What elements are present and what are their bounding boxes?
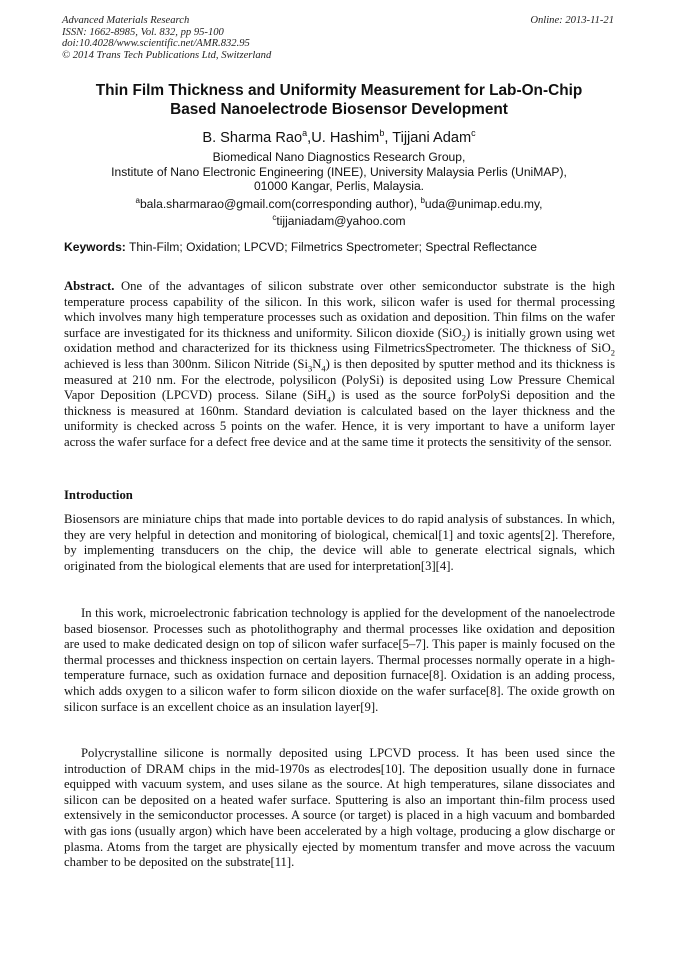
email-line: $^c$tijjaniadam@yahoo.com <box>272 213 406 229</box>
paper-title <box>60 82 618 119</box>
keywords-label: Keywords: <box>64 240 126 254</box>
keywords-text: Thin-Film; Oxidation; LPCVD; Filmetrics Spectrometer; Spectral Reflectance <box>125 240 537 254</box>
author-name: B. Sharma Rao <box>202 129 303 146</box>
title-line-2: Based Nanoelectrode Biosensor Development <box>170 100 508 118</box>
intro-paragraph-3: Polycrystalline silicone is normally deposited using LPCVD process. It has been used since the introduction of DRAM chips in the mid-1970s as electrodes[10]. The deposition usually done in furnace equipped with vacuum system, and uses silane as the source. At high temperatures, silane dissociates and silicon can be deposited on a heated wafer surface. Sputtering is also an important thin-film process used extensively in the semiconductor processes. A source (or target) is placed in a high vacuum and bombarded with gas ions (usually argon) which have been accelerated by a high voltage, producing a glow discharge or plasma. Atoms from the target are physically ejected by momentum transfer and move across the vacuum chamber to be deposited on the substrate[11]. <box>64 746 615 870</box>
affiliation-block <box>60 150 618 229</box>
affiliation-line: Biomedical Nano Diagnostics Research Group, <box>212 150 466 164</box>
abstract: Abstract. One of the advantages of silicon substrate over other semiconductor substrate is the high temperature process capability of the silicon. In this work, silicon wafer is used for thermal processing which involves many high temperature processes such as oxidation and deposition. Thin films on the wafer surface are investigated for its thickness and uniformity. Silicon dioxide (SiO$_2$) is initially grown using wet oxidation method and characterized for its thickness using FilmetricsSpectrometer. The thickness of SiO$_2$ achieved is less than 300nm. Silicon Nitride $(Si_3N_4)$ is then deposited by sputter method and its thickness is measured at 210 nm. For the electrode, polysilicon (PolySi) is deposited using Low Pressure Chemical Vapor Deposition (LPCVD) process. Silane (SiH$_4$) is used as the source forPolySi deposition and the thickness is measured at 160nm. Standard deviation is calculated based on the layer thickness and the uniformity is checked across 5 points on the wafer. Hence, it is very important to have a uniform layer across the wafer surface for a defect free device and at the same time it protects the sensitivity of the sensor. <box>64 279 616 449</box>
author-affil-mark: b <box>379 128 385 138</box>
email-link[interactable]: bala.sharmarao@gmail.com(corresponding author), <box>139 196 421 211</box>
journal-name: Advanced Materials Research <box>62 15 190 26</box>
intro-paragraph-2: In this work, microelectronic fabrication technology is applied for the development of the nanoelectrode based biosensor. Processes such as photolithography and thermal processes like oxidation and deposition are used to make dedicated design on top of silicon wafer surface[5–7]. This paper is mainly focused on the thermal processes and thickness inspection on certain layers. Thermal processes normally operate in a high-temperature furnace, such as oxidation furnace and deposition furnace[8]. Oxidation is an adding process, which adds oxygen to a silicon wafer to form silicon dioxide on the wafer surface[8]. The oxide growth on silicon surface is an excellent choice as an insulation layer[9]. <box>64 606 615 714</box>
author-name: U. Hashim <box>311 129 380 146</box>
online-date: Online: 2013-11-21 <box>530 15 614 26</box>
doi-line: doi:10.4028/www.scientific.net/AMR.832.95 <box>62 38 250 49</box>
author-affil-mark: c <box>471 128 476 138</box>
email-link[interactable]: uda@unimap.edu.my, <box>424 196 543 211</box>
author-name: Tijjani Adam <box>392 129 472 146</box>
email-link[interactable]: tijjaniadam@yahoo.com <box>276 214 406 229</box>
issn-line: ISSN: 1662-8985, Vol. 832, pp 95-100 <box>62 26 224 38</box>
abstract-label: Abstract. <box>64 279 115 293</box>
intro-paragraph-1: Biosensors are miniature chips that made into portable devices to do rapid analysis of substances. In which, they are very helpful in detection and monitoring of biological, chemical[1] and toxic agents[2]. Therefore, by implementing transducers on the chip, the device will able to generate electrical signals, which originated from the biological elements that are used for interpretation[3][4]. <box>64 512 615 573</box>
keywords <box>64 240 616 255</box>
author-list: B. Sharma Rao$^a$,U. Hashim$^b$, Tijjani Adam$^c$ <box>202 128 476 146</box>
email-line: $^a$bala.sharmarao@gmail.com(corresponding author), $^b$uda@unimap.edu.my, <box>135 195 543 211</box>
copyright-line: © 2014 Trans Tech Publications Ltd, Switzerland <box>62 49 272 61</box>
title-line-1: Thin Film Thickness and Uniformity Measurement for Lab-On-Chip <box>95 82 583 99</box>
affiliation-line: Institute of Nano Electronic Engineering (INEE), University Malaysia Perlis (UniMAP), <box>111 164 567 179</box>
author-affil-mark: a <box>302 128 308 138</box>
section-heading-introduction: Introduction <box>64 488 133 502</box>
affiliation-line: 01000 Kangar, Perlis, Malaysia. <box>253 179 425 194</box>
journal-header <box>62 15 271 61</box>
